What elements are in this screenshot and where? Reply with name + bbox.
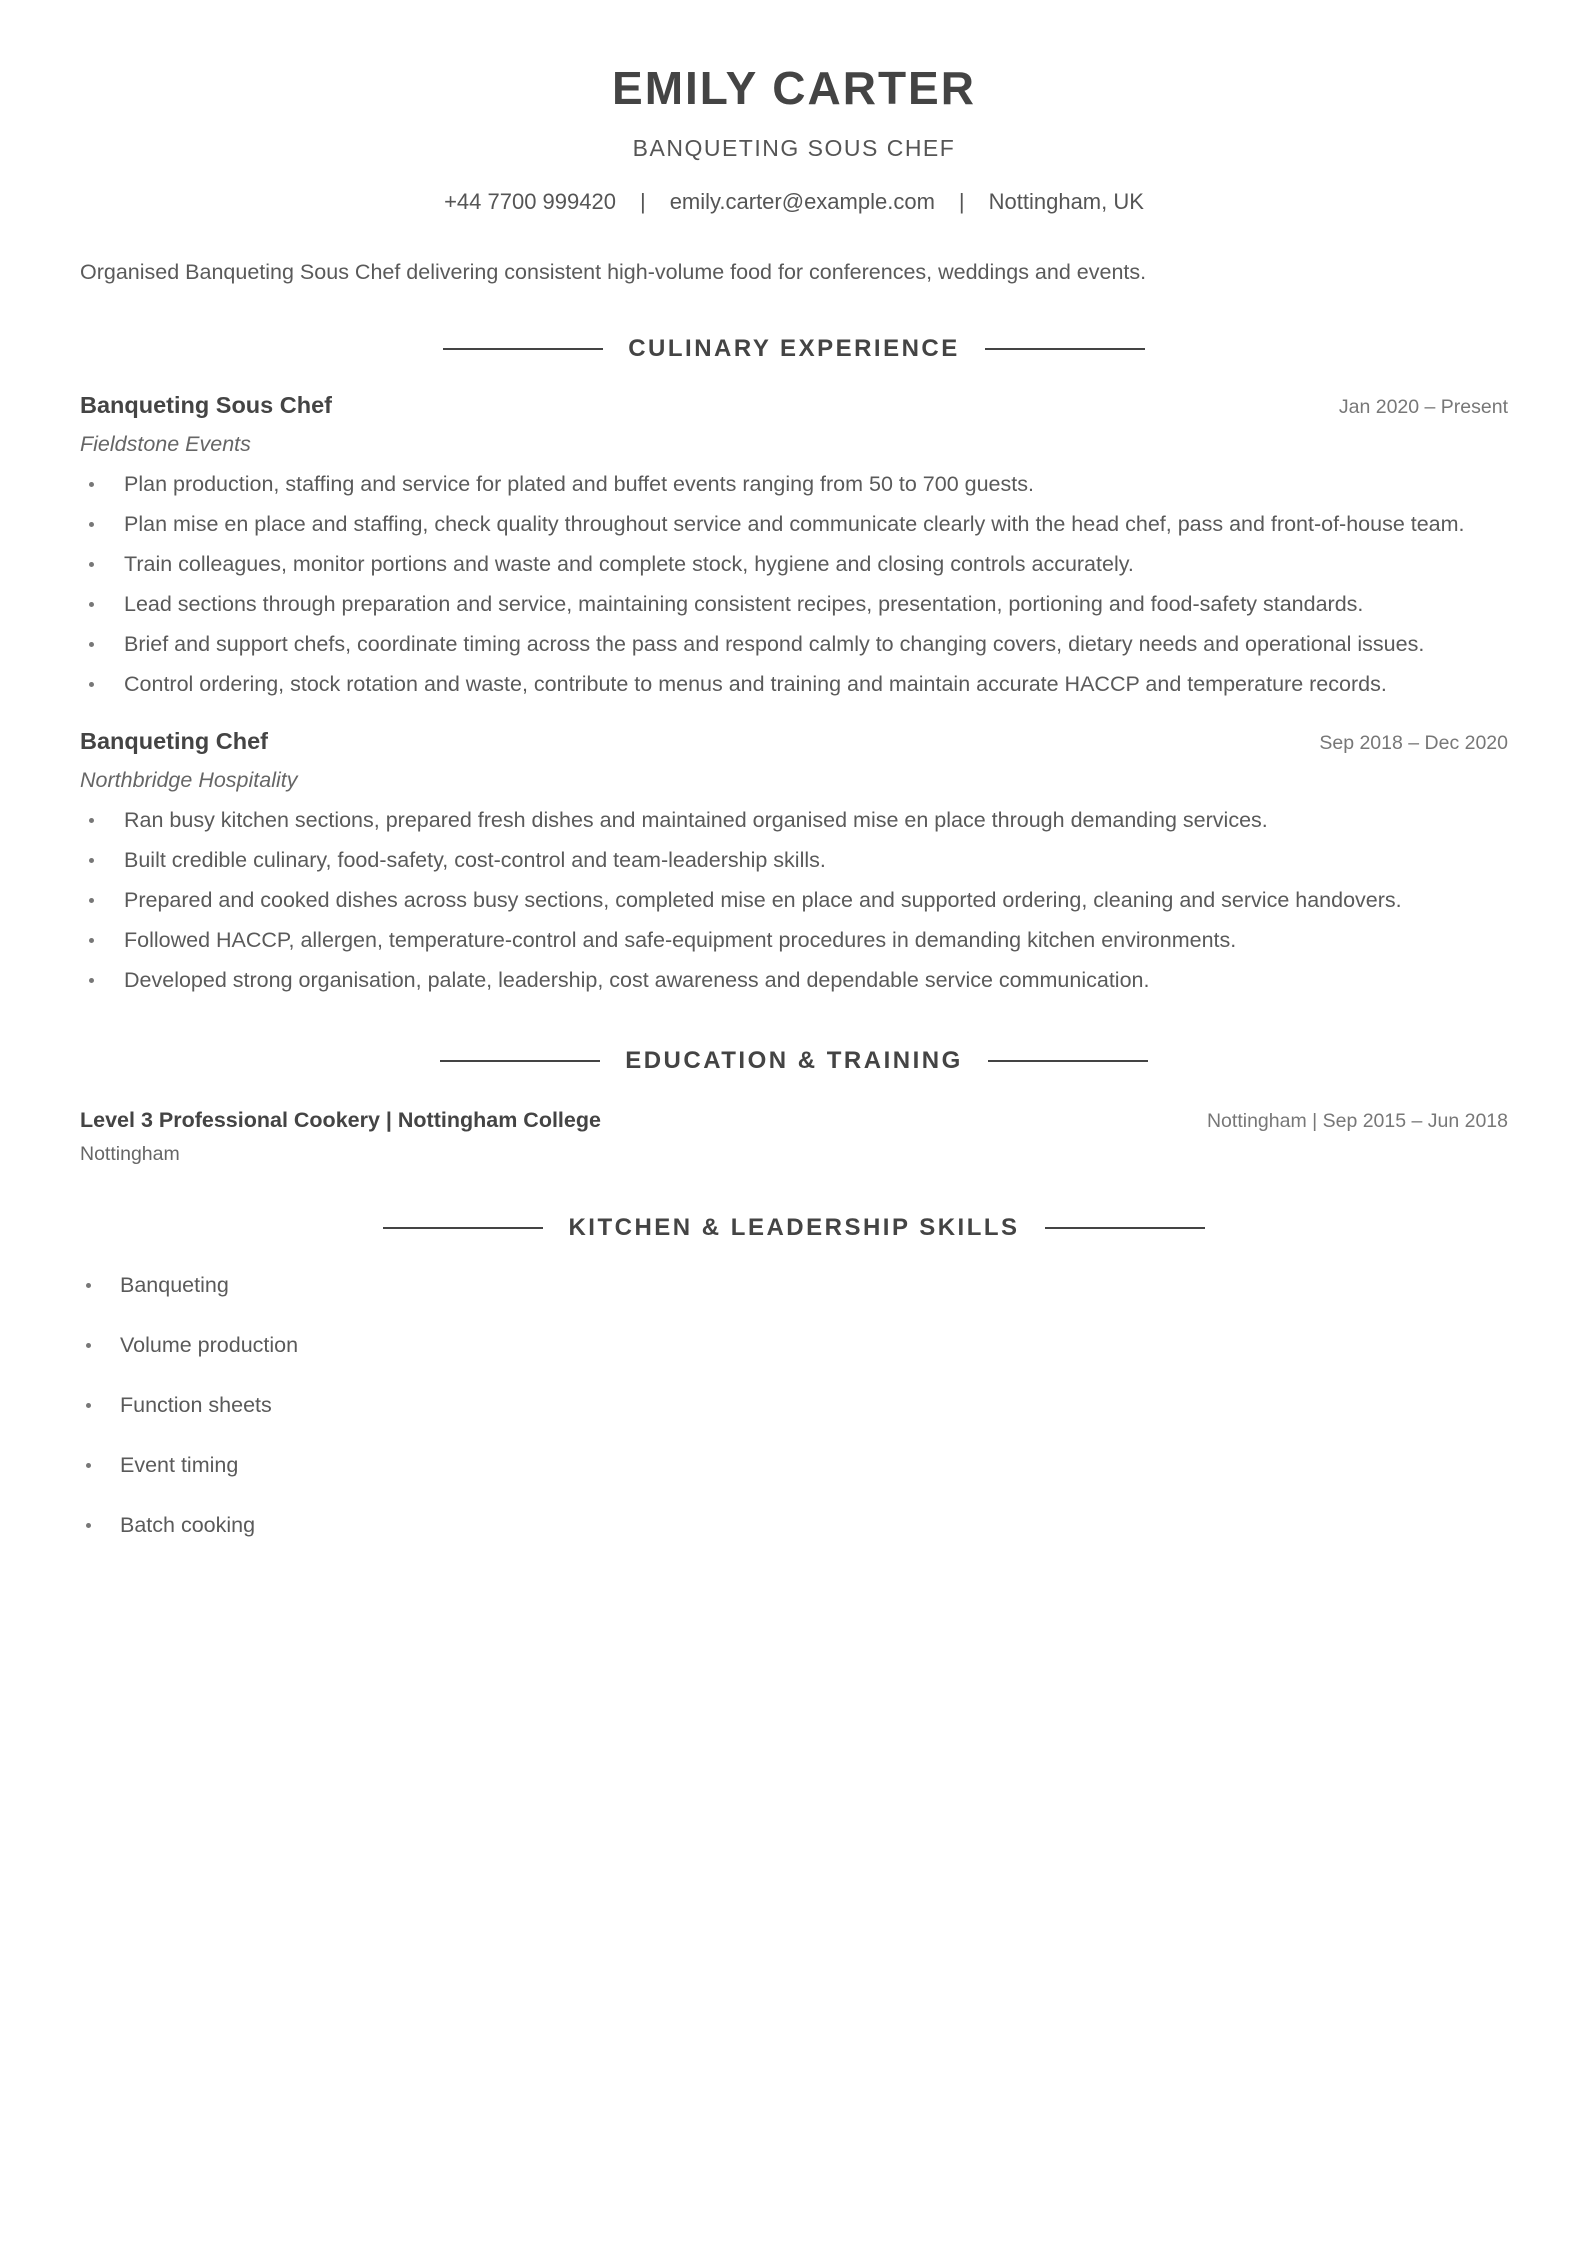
skill-item: Batch cooking (80, 1511, 1508, 1539)
section-heading-experience (80, 334, 1508, 364)
section-heading-label: KITCHEN & LEADERSHIP SKILLS (568, 1214, 1020, 1241)
job-bullet: Prepared and cooked dishes across busy sections, completed mise en place and supported ordering, cleaning and service handovers. (80, 880, 1508, 920)
section-heading-education (80, 1046, 1508, 1076)
skill-item: Event timing (80, 1451, 1508, 1479)
candidate-name: EMILY CARTER (612, 62, 976, 114)
education-location: Nottingham (80, 1143, 180, 1165)
skill-item: Banqueting (80, 1271, 1508, 1299)
job-bullet: Train colleagues, monitor portions and waste and complete stock, hygiene and closing controls accurately. (80, 544, 1508, 584)
job-entry (80, 726, 1508, 1000)
education-entry (80, 1106, 1508, 1167)
section-heading-skills (80, 1213, 1508, 1243)
job-entry (80, 390, 1508, 704)
candidate-headline: BANQUETING SOUS CHEF (632, 135, 956, 161)
job-bullets (80, 464, 1508, 704)
job-title: Banqueting Chef (80, 728, 268, 754)
section-heading-label: CULINARY EXPERIENCE (628, 335, 960, 362)
job-bullet: Plan mise en place and staffing, check quality throughout service and communicate clearly with the head chef, pass and front-of-house team. (80, 504, 1508, 544)
job-bullet: Followed HACCP, allergen, temperature-control and safe-equipment procedures in demanding kitchen environments. (80, 920, 1508, 960)
contact-email: emily.carter@example.com (669, 189, 935, 214)
job-bullet: Control ordering, stock rotation and waste, contribute to menus and training and maintain accurate HACCP and temperature records. (80, 664, 1508, 704)
education-header (80, 1106, 1508, 1135)
job-bullet: Developed strong organisation, palate, leadership, cost awareness and dependable service communication. (80, 960, 1508, 1000)
heading-rule-right (988, 1060, 1148, 1062)
heading-rule-left (443, 348, 603, 350)
heading-rule-left (440, 1060, 600, 1062)
contact-line (80, 188, 1508, 216)
job-dates: Sep 2018 – Dec 2020 (1319, 732, 1508, 754)
skills-list (80, 1271, 1508, 1539)
education-title: Level 3 Professional Cookery | Nottingham College (80, 1108, 601, 1132)
job-header (80, 390, 1508, 422)
job-company: Northbridge Hospitality (80, 768, 298, 792)
skill-item: Volume production (80, 1331, 1508, 1359)
job-bullet: Brief and support chefs, coordinate timing across the pass and respond calmly to changing covers, dietary needs and operational issues. (80, 624, 1508, 664)
job-header (80, 726, 1508, 758)
job-company: Fieldstone Events (80, 432, 251, 456)
contact-location: Nottingham, UK (988, 189, 1144, 214)
job-bullet: Lead sections through preparation and service, maintaining consistent recipes, presentation, portioning and food-safety standards. (80, 584, 1508, 624)
contact-separator: | (958, 189, 965, 214)
skill-item: Function sheets (80, 1391, 1508, 1419)
education-meta: Nottingham | Sep 2015 – Jun 2018 (1206, 1110, 1508, 1132)
contact-phone: +44 7700 999420 (444, 189, 616, 214)
section-heading-label: EDUCATION & TRAINING (625, 1047, 963, 1074)
heading-rule-right (1045, 1227, 1205, 1229)
professional-summary: Organised Banqueting Sous Chef delivering consistent high-volume food for conferences, weddings and events. (80, 260, 1147, 284)
job-bullet: Built credible culinary, food-safety, cost-control and team-leadership skills. (80, 840, 1508, 880)
heading-rule-left (383, 1227, 543, 1229)
job-title: Banqueting Sous Chef (80, 392, 332, 418)
job-dates: Jan 2020 – Present (1338, 396, 1508, 418)
job-bullets (80, 800, 1508, 1000)
job-bullet: Ran busy kitchen sections, prepared fresh dishes and maintained organised mise en place through demanding services. (80, 800, 1508, 840)
heading-rule-right (985, 348, 1145, 350)
contact-separator: | (639, 189, 646, 214)
job-bullet: Plan production, staffing and service for plated and buffet events ranging from 50 to 700 guests. (80, 464, 1508, 504)
